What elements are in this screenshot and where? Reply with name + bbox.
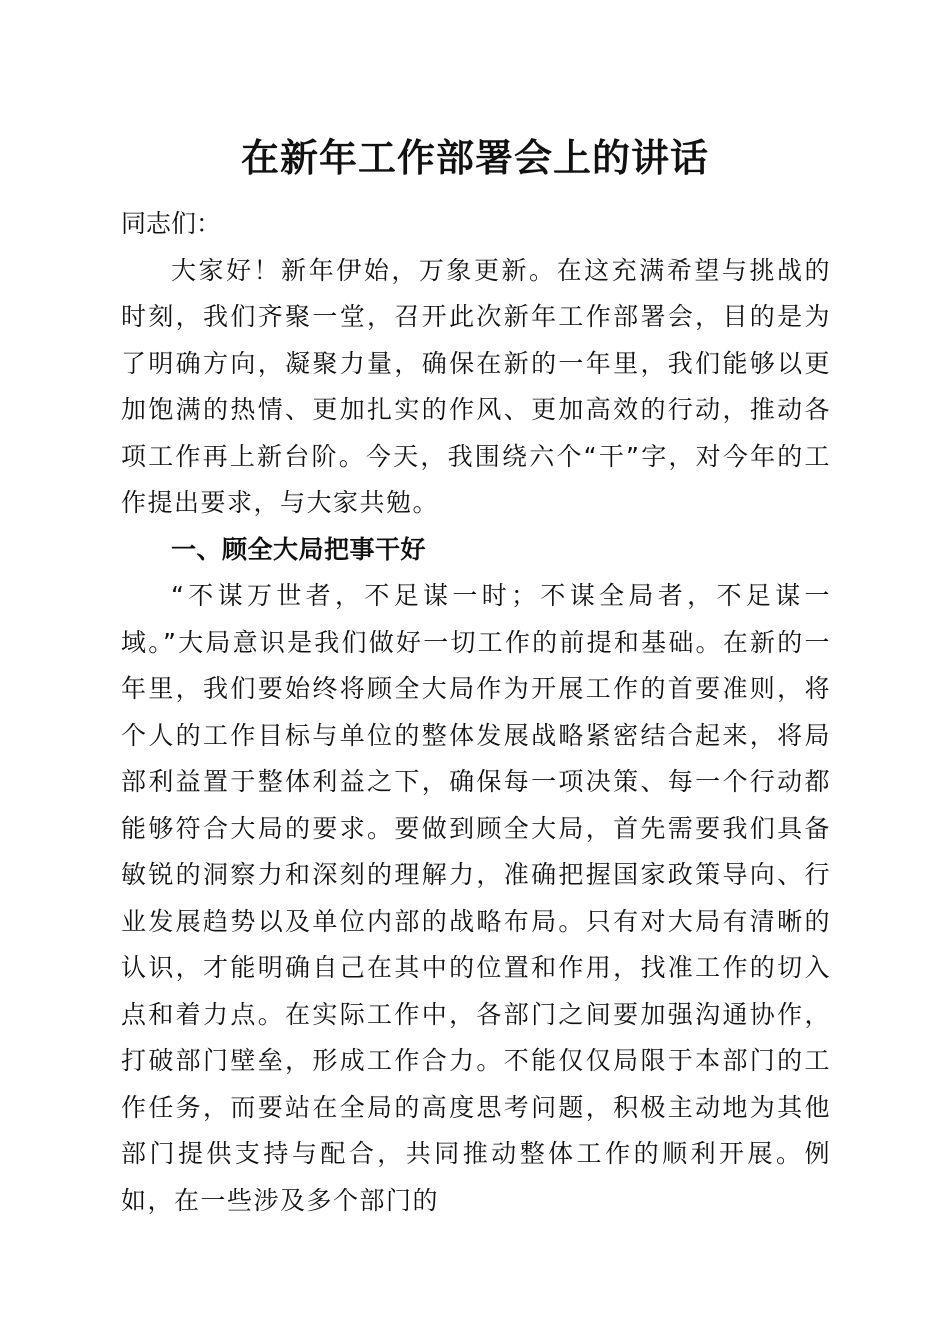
salutation: 同志们：	[121, 209, 222, 238]
document-body	[121, 201, 831, 1224]
section-paragraph: “不谋万世者，不足谋一时；不谋全局者，不足谋一域。”大局意识是我们做好一切工作的前提和基础。在新的一年里，我们要始终将顾全大局作为开展工作的首要准则，将个人的工作目标与单位的整体发展战略紧密结合起来，将局部利益置于整体利益之下，确保每一项决策、每一个行动都能够符合大局的要求。要做到顾全大局，首先需要我们具备敏锐的洞察力和深刻的理解力，准确把握国家政策导向、行业发展趋势以及单位内部的战略布局。只有对大局有清晰的认识，才能明确自己在其中的位置和作用，找准工作的切入点和着力点。在实际工作中，各部门之间要加强沟通协作，打破部门壁垒，形成工作合力。不能仅仅局限于本部门的工作任务，而要站在全局的高度思考问题，积极主动地为其他部门提供支持与配合，共同推动整体工作的顺利开展。例如，在一些涉及多个部门的	[121, 581, 831, 1215]
intro-paragraph: 大家好！新年伊始，万象更新。在这充满希望与挑战的时刻，我们齐聚一堂，召开此次新年工作部署会，目的是为了明确方向，凝聚力量，确保在新的一年里，我们能够以更加饱满的热情、更加扎实的作风、更加高效的行动，推动各项工作再上新台阶。今天，我围绕六个“干”字，对今年的工作提出要求，与大家共勉。	[121, 255, 831, 517]
section-heading: 一、顾全大局把事干好	[171, 534, 427, 564]
document-title: 在新年工作部署会上的讲话	[240, 135, 709, 180]
